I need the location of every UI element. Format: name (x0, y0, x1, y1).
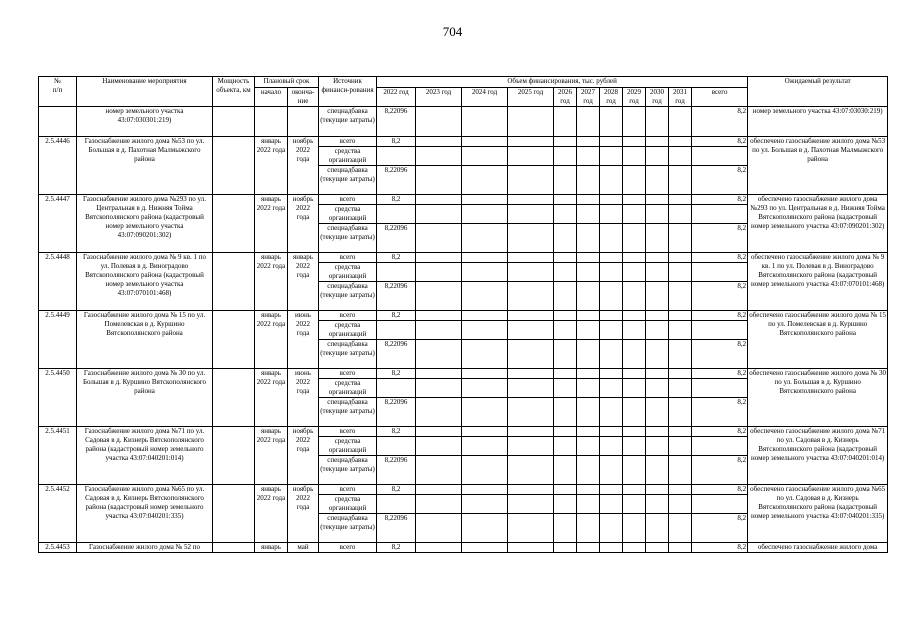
spec-total: 8,2 (692, 340, 748, 369)
source-all: всего (319, 137, 377, 147)
header-result: Ожидаемый результат (748, 77, 888, 107)
header-source: Источник финанси-рования (319, 77, 377, 107)
header-year: 2023 год (416, 88, 462, 107)
source-spec: спецнадбавка (текущие затраты) (319, 224, 377, 253)
row-end: ноябрь 2022 года (288, 485, 319, 543)
source-org: средства организаций (319, 147, 377, 166)
source-all: всего (319, 485, 377, 495)
row-num: 2.5.4450 (39, 369, 77, 427)
spec-total: 8,2 (692, 514, 748, 543)
row-result: обеспечено газоснабжение жилого дома № 30 по ул. Большая в д. Куршино Вятскополянского района (748, 369, 888, 427)
header-name: Наименование мероприятия (77, 77, 213, 107)
header-year: 2031 год (669, 88, 692, 107)
row-num: 2.5.4446 (39, 137, 77, 195)
spec-2022: 8,22096 (377, 514, 416, 543)
table-row (39, 137, 888, 147)
row-end: ноябрь 2022 года (288, 195, 319, 253)
table-row (39, 369, 888, 379)
row-start: январь 2022 года (255, 253, 288, 311)
table-row (39, 253, 888, 263)
all-2022: 8,2 (377, 543, 416, 553)
all-2022: 8,2 (377, 253, 416, 263)
table-row (39, 311, 888, 321)
row-name: Газоснабжение жилого дома № 30 по ул. Большая в д. Куршино Вятскополянского района (77, 369, 213, 427)
header-year: 2027 год (577, 88, 600, 107)
source-org: средства организаций (319, 205, 377, 224)
row-name: Газоснабжение жилого дома №65 по ул. Садовая в д. Кизнерь Вятскополянского района (кадастровый номер земельного участка 43:07:040201:335) (77, 485, 213, 543)
all-2022: 8,2 (377, 485, 416, 495)
header-year: 2030 год (646, 88, 669, 107)
header-total: всего (692, 88, 748, 107)
table-row (39, 195, 888, 205)
all-total: 8,2 (692, 253, 748, 263)
funding-table (38, 76, 888, 553)
row-result: обеспечено газоснабжение жилого дома №65 по ул. Садовая в д. Кизнерь Вятскополянского района (кадастровый номер земельного участка 43:07:040201:335) (748, 485, 888, 543)
source-org: средства организаций (319, 437, 377, 456)
row-start: январь 2022 года (255, 311, 288, 369)
row-num: 2.5.4452 (39, 485, 77, 543)
all-2022: 8,2 (377, 137, 416, 147)
spec-total: 8,2 (692, 166, 748, 195)
row-start: январь 2022 года (255, 369, 288, 427)
row-end: январь 2022 года (288, 253, 319, 311)
spec-total: 8,2 (692, 224, 748, 253)
row-result: обеспечено газоснабжение жилого дома №71 по ул. Садовая в д. Кизнерь Вятскополянского района (кадастровый номер земельного участка 43:07:040201:014) (748, 427, 888, 485)
header-year: 2029 год (623, 88, 646, 107)
cont-source: спецнадбавка (текущие затраты) (319, 107, 377, 137)
source-org: средства организаций (319, 379, 377, 398)
all-2022: 8,2 (377, 369, 416, 379)
table-row (39, 485, 888, 495)
source-all: всего (319, 543, 377, 553)
all-total: 8,2 (692, 369, 748, 379)
row-start: январь 2022 года (255, 427, 288, 485)
row-name: Газоснабжение жилого дома №293 по ул. Центральная в д. Нижняя Тойма Вятскополянского района (кадастровый номер земельного участка 43:07:090201:302) (77, 195, 213, 253)
spec-total: 8,2 (692, 282, 748, 311)
source-spec: спецнадбавка (текущие затраты) (319, 514, 377, 543)
row-result: обеспечено газоснабжение жилого дома № 9 кв. 1 по ул. Полевая в д. Виноградово Вятскополянского района (кадастровый номер земельного участка 43:07:070101:468) (748, 253, 888, 311)
row-result: обеспечено газоснабжение жилого дома (748, 543, 888, 553)
header-plan: Плановый срок (255, 77, 319, 88)
all-total: 8,2 (692, 137, 748, 147)
source-spec: спецнадбавка (текущие затраты) (319, 166, 377, 195)
cont-2022: 8,22096 (377, 107, 416, 137)
spec-2022: 8,22096 (377, 340, 416, 369)
all-total: 8,2 (692, 485, 748, 495)
row-num: 2.5.4447 (39, 195, 77, 253)
row-end: ноябрь 2022 года (288, 137, 319, 195)
page-number: 704 (442, 24, 463, 39)
row-name: Газоснабжение жилого дома № 52 по (77, 543, 213, 553)
row-end: ноябрь 2022 года (288, 427, 319, 485)
all-total: 8,2 (692, 195, 748, 205)
row-num: 2.5.4451 (39, 427, 77, 485)
source-org: средства организаций (319, 495, 377, 514)
row-start: январь 2022 года (255, 137, 288, 195)
row-name: Газоснабжение жилого дома № 15 по ул. Помелевская в д. Куршино Вятскополянского района (77, 311, 213, 369)
source-org: средства организаций (319, 263, 377, 282)
spec-2022: 8,22096 (377, 224, 416, 253)
row-result: обеспечено газоснабжение жилого дома №293 по ул. Центральная в д. Нижняя Тойма Вятскополянского района (кадастровый номер земельного участка 43:07:090201:302) (748, 195, 888, 253)
spec-2022: 8,22096 (377, 282, 416, 311)
source-spec: спецнадбавка (текущие затраты) (319, 398, 377, 427)
header-start: начало (255, 88, 288, 107)
header-year: 2026 год (554, 88, 577, 107)
all-2022: 8,2 (377, 195, 416, 205)
header-year: 2024 год (462, 88, 508, 107)
row-start: январь (255, 543, 288, 553)
source-spec: спецнадбавка (текущие затраты) (319, 282, 377, 311)
all-2022: 8,2 (377, 311, 416, 321)
spec-2022: 8,22096 (377, 456, 416, 485)
header-year: 2028 год (600, 88, 623, 107)
cont-name: номер земельного участка 43:07:030301:219) (77, 107, 213, 137)
source-all: всего (319, 369, 377, 379)
source-all: всего (319, 253, 377, 263)
cont-result: номер земельного участка 43:07:03030:219) (748, 107, 888, 137)
all-2022: 8,2 (377, 427, 416, 437)
header-year: 2025 год (508, 88, 554, 107)
row-result: обеспечено газоснабжение жилого дома № 15 по ул. Помелевская в д. Куршино Вятскополянского района (748, 311, 888, 369)
header-end: оконча-ние (288, 88, 319, 107)
row-start: январь 2022 года (255, 195, 288, 253)
row-name: Газоснабжение жилого дома № 9 кв. 1 по ул. Полевая в д. Виноградово Вятскополянского района (кадастровый номер земельного участка 43:07:070101:468) (77, 253, 213, 311)
row-end: июнь 2022 года (288, 311, 319, 369)
all-total: 8,2 (692, 427, 748, 437)
row-end: май (288, 543, 319, 553)
all-total: 8,2 (692, 543, 748, 553)
header-year: 2022 год (377, 88, 416, 107)
row-result: обеспечено газоснабжение жилого дома №53 по ул. Большая в д. Пахотная Малмыжского района (748, 137, 888, 195)
all-total: 8,2 (692, 311, 748, 321)
spec-2022: 8,22096 (377, 398, 416, 427)
header-power: Мощность объекта, км (213, 77, 255, 107)
source-all: всего (319, 311, 377, 321)
spec-total: 8,2 (692, 398, 748, 427)
spec-total: 8,2 (692, 456, 748, 485)
row-end: июнь 2022 года (288, 369, 319, 427)
source-org: средства организаций (319, 321, 377, 340)
row-num: 2.5.4448 (39, 253, 77, 311)
header-num: № п/п (39, 77, 77, 107)
row-num: 2.5.4453 (39, 543, 77, 553)
source-all: всего (319, 427, 377, 437)
row-num: 2.5.4449 (39, 311, 77, 369)
spec-2022: 8,22096 (377, 166, 416, 195)
row-name: Газоснабжение жилого дома №71 по ул. Садовая в д. Кизнерь Вятскополянского района (кадастровый номер земельного участка 43:07:040201:014) (77, 427, 213, 485)
cont-total: 8,2 (692, 107, 748, 137)
row-start: январь 2022 года (255, 485, 288, 543)
row-name: Газоснабжение жилого дома №53 по ул. Большая в д. Пахотная Малмыжского района (77, 137, 213, 195)
source-spec: спецнадбавка (текущие затраты) (319, 340, 377, 369)
table-row (39, 427, 888, 437)
header-funding: Объем финансирования, тыс. рублей (377, 77, 748, 88)
table-row (39, 543, 888, 553)
source-all: всего (319, 195, 377, 205)
source-spec: спецнадбавка (текущие затраты) (319, 456, 377, 485)
